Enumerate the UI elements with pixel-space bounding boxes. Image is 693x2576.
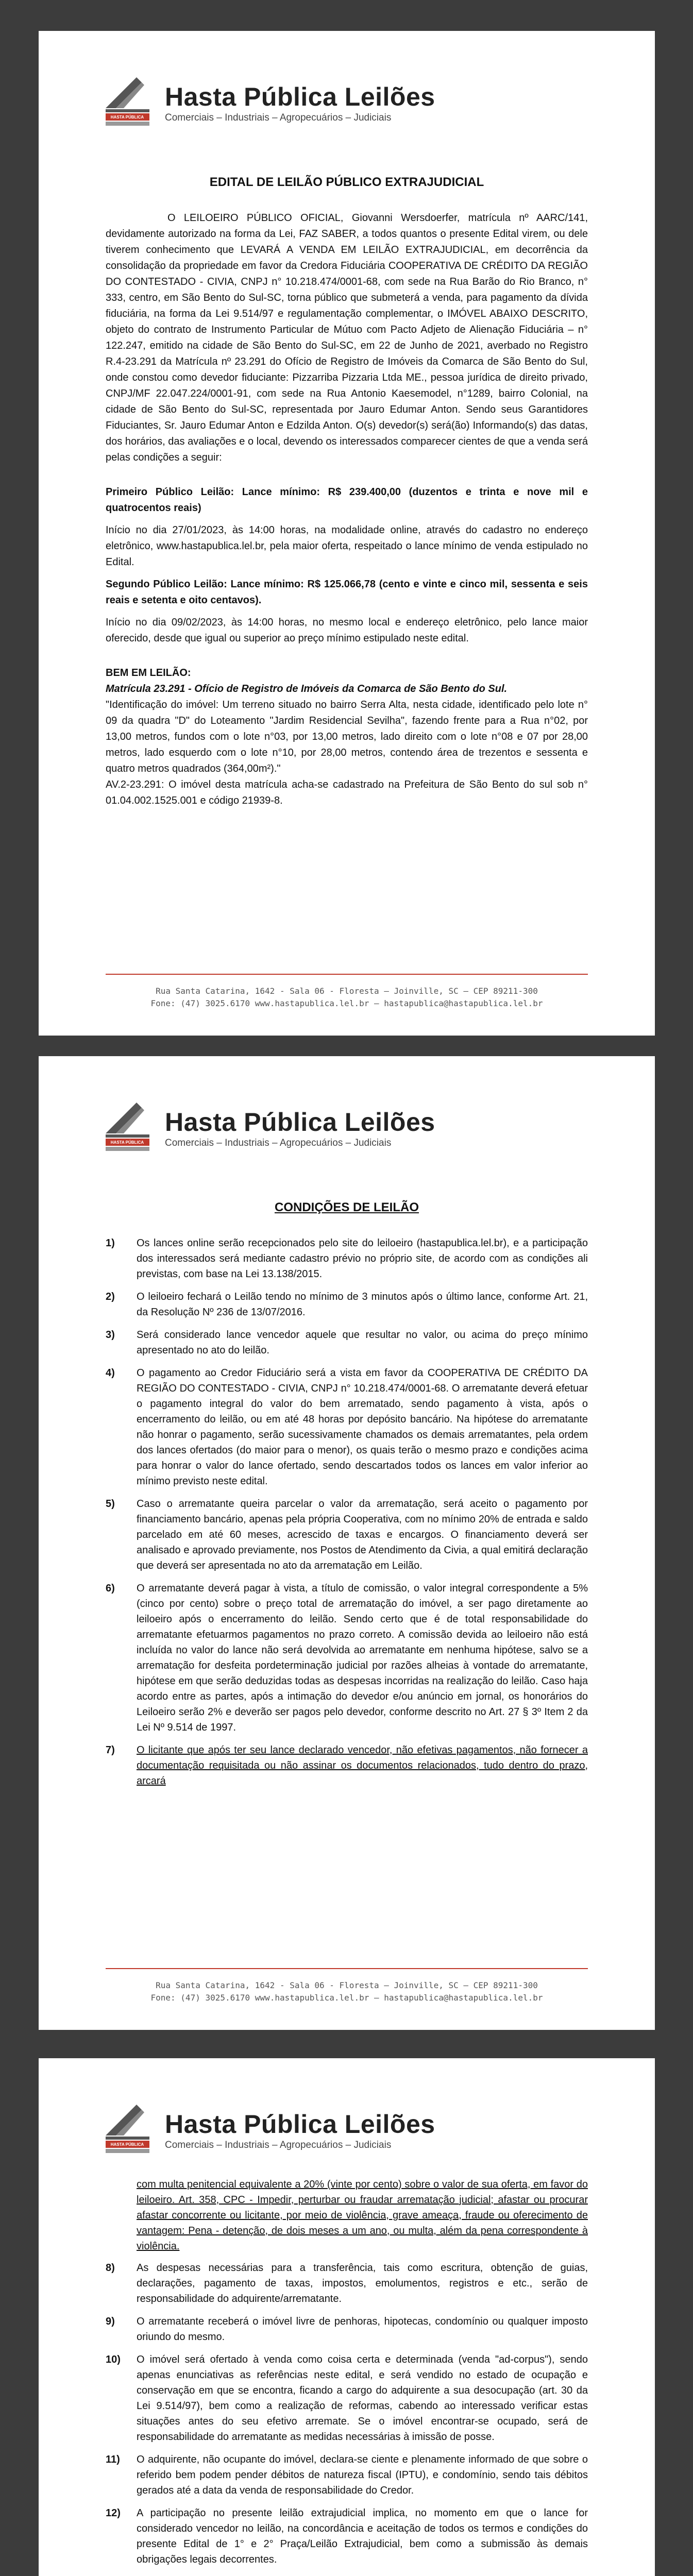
condition-number: 11) xyxy=(106,2454,120,2465)
condition-text: O leiloeiro fechará o Leilão tendo no mínimo de 3 minutos após o último lance, conforme Art. 21, da Resolução Nº 236 de 13/07/2016. xyxy=(137,1291,588,1318)
brand-name: Hasta Pública Leilões xyxy=(165,1108,435,1137)
condition-text: Os lances online serão recepcionados pelo site do leiloeiro (hastapublica.lel.br), e a participação dos interessados será mediante cadastro prévio no próprio site, de acordo com as condições ali previstas, com base na Lei 13.138/2015. xyxy=(137,1238,588,1280)
document-title: EDITAL DE LEILÃO PÚBLICO EXTRAJUDICIAL xyxy=(209,175,484,189)
document-page-3 xyxy=(39,2058,655,2576)
condition-item xyxy=(106,2505,588,2567)
condition-number: 9) xyxy=(106,2316,115,2327)
brand-name: Hasta Pública Leilões xyxy=(165,2110,435,2139)
condition-number: 1) xyxy=(106,1238,115,1249)
letterhead xyxy=(106,2089,588,2172)
footer-address: Rua Santa Catarina, 1642 - Sala 06 - Floresta – Joinville, SC – CEP 89211-300 xyxy=(156,1980,538,1990)
footer-contact: Fone: (47) 3025.6170 www.hastapublica.lel.br – hastapublica@hastapublica.lel.br xyxy=(150,998,543,1008)
first-auction-date: Início no dia 27/01/2023, às 14:00 horas, na modalidade online, através do cadastro no endereço eletrônico, www.hastapublica.lel.br, pela maior oferta, respeitado o lance mínimo de venda estipulado no Edital. xyxy=(106,524,588,568)
condition-item xyxy=(106,1235,588,1282)
document-page-2 xyxy=(39,1056,655,2030)
hasta-publica-logo-icon xyxy=(106,72,149,131)
clause-7-continuation: com multa penitencial equivalente a 20% (vinte por cento) sobre o valor de sua oferta, em favor do leiloeiro. Art. 358, CPC - Impedir, perturbar ou fraudar arrematação judicial; afastar ou procurar afastar concorrente ou licitante, por meio de violência, grave ameaça, fraude ou oferecimento de vantagem: Pena - detenção, de dois meses a um ano, ou multa, além da pena correspondente à violência. xyxy=(137,2179,588,2252)
svg-text:HASTA PÚBLICA: HASTA PÚBLICA xyxy=(110,115,144,120)
svg-text:HASTA PÚBLICA: HASTA PÚBLICA xyxy=(110,2142,144,2147)
condition-number: 12) xyxy=(106,2507,121,2519)
brand-tagline: Comerciais – Industriais – Agropecuários – Judiciais xyxy=(165,2140,392,2150)
conditions-list xyxy=(106,1235,588,1789)
conditions-list-continued xyxy=(106,2260,588,2576)
footer-contact: Fone: (47) 3025.6170 www.hastapublica.lel.br – hastapublica@hastapublica.lel.br xyxy=(150,1993,543,2003)
brand-name: Hasta Pública Leilões xyxy=(165,82,435,111)
condition-text: O pagamento ao Credor Fiduciário será a vista em favor da COOPERATIVA DE CRÉDITO DA REGIÃO DO CONTESTADO - CIVIA, CNPJ n° 10.218.474/0001-68. O arrematante deverá efetuar o pagamento integral do valor do bem arrematado, sendo pagamento à vista, após o encerramento do leilão, ou em até 48 horas por depósito bancário. Na hipótese do arrematante não honrar o pagamento, serão sucessivamente chamados os demais arrematantes, pela ordem dos lances ofertados (do maior para o menor), os quais terão o mesmo prazo e condições acima para honrar o valor do lance ofertado, sendo descartados todos os lances em valor inferior ao mínimo previsto neste edital. xyxy=(137,1367,588,1487)
page-footer xyxy=(106,1968,588,2004)
good-subheading: Matrícula 23.291 - Ofício de Registro de Imóveis da Comarca de São Bento do Sul. xyxy=(106,683,508,694)
condition-item xyxy=(106,1289,588,1320)
condition-number: 6) xyxy=(106,1583,115,1594)
second-auction-heading: Segundo Público Leilão: Lance mínimo: R$ 125.066,78 (cento e vinte e cinco mil, sessenta e seis reais e setenta e oito centavos). xyxy=(106,579,588,606)
condition-text: Caso o arrematante queira parcelar o valor da arrematação, será aceito o pagamento por financiamento bancário, apenas pela própria Cooperativa, com no mínimo 20% de entrada e saldo parcelado em até 60 meses, acrescido de taxas e encargos. O financiamento deverá ser analisado e aprovado previamente, nos Postos de Atendimento da Civia, a qual emitirá declaração que deverá ser apresentada no ato da arrematação em Leilão. xyxy=(137,1498,588,1571)
brand-tagline: Comerciais – Industriais – Agropecuários – Judiciais xyxy=(165,1138,392,1148)
svg-text:HASTA PÚBLICA: HASTA PÚBLICA xyxy=(110,1140,144,1145)
good-description: "Identificação do imóvel: Um terreno situado no bairro Serra Alta, nesta cidade, identificado pelo lote n° 09 da quadra "D" do Loteamento "Jardim Residencial Sevilha", fazendo frente para a Rua n°02, por 13,00 metros, fundos com o lote n°03, por 13,00 metros, lado direito com o lote n°08 e 07 por 28,00 metros, lado esquerdo com o lote n°10, por 28,00 metros, contendo área de trezentos e sessenta e quatro metros quadrados (364,00m²)." xyxy=(106,699,588,774)
letterhead xyxy=(106,1087,588,1170)
hasta-publica-logo-icon xyxy=(106,2099,149,2159)
condition-item xyxy=(106,2352,588,2445)
second-auction-date: Início no dia 09/02/2023, às 14:00 horas, no mesmo local e endereço eletrônico, pelo lance maior oferecido, desde que igual ou superior ao preço mínimo estipulado neste edital. xyxy=(106,617,588,644)
condition-text: O adquirente, não ocupante do imóvel, declara-se ciente e plenamente informado de que sobre o referido bem podem pender débitos de natureza fiscal (IPTU), e condomínio, sendo tais débitos gerados até a data da venda de responsabilidade do Credor. xyxy=(137,2454,588,2496)
condition-text: A participação no presente leilão extrajudicial implica, no momento em que o lance for considerado vencedor no leilão, na concordância e aceitação de todos os termos e condições do presente Edital de 1° e 2° Praça/Leilão Extrajudicial, bem como a submissão às demais obrigações legais decorrentes. xyxy=(137,2507,588,2565)
condition-number: 3) xyxy=(106,1329,115,1341)
condition-item xyxy=(106,2314,588,2345)
letterhead xyxy=(106,62,588,144)
conditions-title: CONDIÇÕES DE LEILÃO xyxy=(274,1200,419,1214)
condition-number: 7) xyxy=(106,1744,115,1756)
condition-number: 2) xyxy=(106,1291,115,1302)
condition-item xyxy=(106,2260,588,2307)
brand-tagline: Comerciais – Industriais – Agropecuários – Judiciais xyxy=(165,112,392,123)
condition-number: 10) xyxy=(106,2354,121,2365)
condition-item xyxy=(106,1742,588,1789)
good-heading: BEM EM LEILÃO: xyxy=(106,667,191,679)
condition-text: Será considerado lance vencedor aquele que resultar no valor, ou acima do preço mínimo apresentado no ato do leilão. xyxy=(137,1329,588,1356)
condition-item xyxy=(106,1327,588,1358)
condition-text: As despesas necessárias para a transferência, tais como escritura, obtenção de guias, declarações, pagamento de taxas, impostos, emolumentos, registros e etc., serão de responsabilidade do adquirente/arrematante. xyxy=(137,2262,588,2304)
condition-number: 8) xyxy=(106,2262,115,2274)
condition-item xyxy=(106,2452,588,2498)
hasta-publica-logo-icon xyxy=(106,1097,149,1157)
page-footer xyxy=(106,974,588,1010)
condition-text: O arrematante deverá pagar à vista, a título de comissão, o valor integral correspondente a 5% (cinco por cento) sobre o preço total de arrematação do imóvel, a ser pago diretamente ao leiloeiro após o encerramento do leilão. Sendo certo que é de total responsabilidade do arrematante efetuarmos pagamentos no prazo correto. A comissão devida ao leiloeiro não está incluída no valor do lance não será devolvida ao arrematante em nenhuma hipótese, salvo se a arrematação for desfeita pordeterminação judicial por razões alheias à vontade do arrematante, hipótese em que serão deduzidas todas as despesas incorridas na realização do leilão. Caso haja acordo entre as partes, após a intimação do devedor e/ou anúncio em jornal, os honorários do Leiloeiro serão 2% e deverão ser pagos pelo devedor, conforme descrito no Art. 27 § 3º Item 2 da Lei Nº 9.514 de 1997. xyxy=(137,1583,588,1733)
condition-text: O licitante que após ter seu lance declarado vencedor, não efetivas pagamentos, não fornecer a documentação requisitada ou não assinar os documentos relacionados, tudo dentro do prazo, arcará xyxy=(137,1744,588,1787)
good-av-note: AV.2-23.291: O imóvel desta matrícula acha-se cadastrado na Prefeitura de São Bento do sul sob n° 01.04.002.1525.001 e código 21939-8. xyxy=(106,779,588,806)
intro-paragraph: O LEILOEIRO PÚBLICO OFICIAL, Giovanni Wersdoerfer, matrícula nº AARC/141, devidamente autorizado na forma da Lei, FAZ SABER, a todos quantos o presente Edital virem, ou dele tiverem conhecimento que LEVARÁ A VENDA EM LEILÃO EXTRAJUDICIAL, em decorrência da consolidação da propriedade em favor da Credora Fiduciária COOPERATIVA DE CRÉDITO DA REGIÃO DO CONTESTADO - CIVIA, CNPJ n° 10.218.474/0001-68, com sede na Rua Barão do Rio Branco, n° 333, centro, em São Bento do Sul-SC, torna público que submeterá a venda, para pagamento da dívida fiduciária, na forma da Lei 9.514/97 e regulamentação complementar, o IMÓVEL ABAIXO DESCRITO, objeto do contrato de Instrumento Particular de Mútuo com Pacto Adjeto de Alienação Fiduciária – n° 122.247, emitido na cidade de São Bento do Sul-SC, em 22 de Junho de 2021, averbado no Registro R.4-23.291 da Matrícula nº 23.291 do Ofício de Registro de Imóveis da Comarca de São Bento do Sul, onde constou como devedor fiduciante: Pizzarriba Pizzaria Ltda ME., pessoa jurídica de direito privado, CNPJ/MF 22.047.224/0001-91, com sede na Rua Antonio Kaesemodel, n°1289, bairro Colonial, na cidade de São Bento do Sul-SC, representada por Jauro Edumar Anton. Sendo seus Garantidores Fiduciantes, Sr. Jauro Edumar Anton e Edzilda Anton. O(s) devedor(s) será(ão) Informando(s) das datas, dos horários, das avaliações e o local, devendo os interessados comparecer cientes de que a venda será pelas condições a seguir: xyxy=(106,212,588,463)
footer-address: Rua Santa Catarina, 1642 - Sala 06 - Floresta – Joinville, SC – CEP 89211-300 xyxy=(156,986,538,996)
condition-number: 5) xyxy=(106,1498,115,1510)
condition-item xyxy=(106,1496,588,1573)
condition-text: O imóvel será ofertado à venda como coisa certa e determinada (venda "ad-corpus"), sendo apenas enunciativas as referências neste edital, e será vendido no estado de ocupação e conservação em que se encontra, ficando a cargo do adquirente a sua desocupação (art. 30 da Lei 9.514/97), bem como a realização de reformas, cabendo ao interessado verificar estas situações antes do seu efetivo arremate. Se o imóvel encontrar-se ocupado, será de responsabilidade do arrematante as medidas necessárias à imissão de posse. xyxy=(137,2354,588,2443)
first-auction-heading: Primeiro Público Leilão: Lance mínimo: R$ 239.400,00 (duzentos e trinta e nove mil e quatrocentos reais) xyxy=(106,486,588,514)
condition-number: 4) xyxy=(106,1367,115,1379)
condition-item xyxy=(106,1581,588,1735)
document-page-1 xyxy=(39,31,655,1036)
condition-text: O arrematante receberá o imóvel livre de penhoras, hipotecas, condomínio ou qualquer imposto oriundo do mesmo. xyxy=(137,2316,588,2343)
condition-item xyxy=(106,1365,588,1489)
